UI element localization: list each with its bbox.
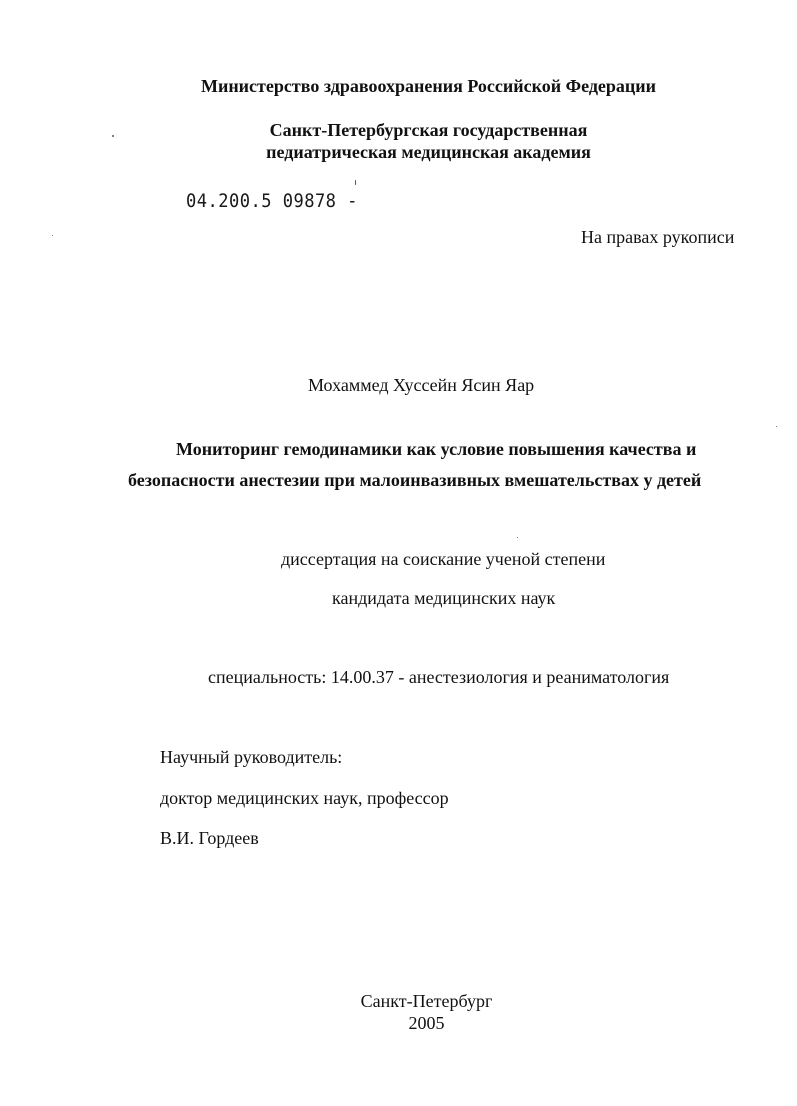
scan-speck	[517, 537, 518, 538]
dissertation-title-line2: безопасности анестезии при малоинвазивных вмешательствах у детей	[128, 470, 702, 490]
supervisor-label: Научный руководитель:	[160, 747, 343, 767]
registration-stamp-number: 04.200.5 09878 -	[186, 190, 358, 212]
author-name: Мохаммед Хуссейн Ясин Яар	[308, 375, 535, 395]
manuscript-note: На правах рукописи	[581, 227, 735, 247]
supervisor-name: В.И. Гордеев	[160, 828, 259, 848]
footer-city: Санкт-Петербург	[360, 991, 493, 1011]
degree-line1: диссертация на соискание ученой степени	[281, 549, 606, 569]
scan-speck	[355, 180, 356, 185]
scan-speck	[112, 135, 114, 137]
footer-year: 2005	[408, 1013, 445, 1033]
ministry-heading: Министерство здравоохранения Российской Федерации	[200, 76, 657, 96]
supervisor-degree: доктор медицинских наук, профессор	[160, 788, 449, 808]
academy-name-line1: Санкт-Петербургская государственная	[269, 120, 588, 140]
dissertation-title-line1: Мониторинг гемодинамики как условие повышения качества и	[176, 439, 697, 459]
scan-speck	[776, 426, 777, 427]
specialty: специальность: 14.00.37 - анестезиология и реаниматология	[208, 667, 670, 687]
scan-speck	[52, 235, 53, 236]
academy-name-line2: педиатрическая медицинская академия	[266, 142, 591, 162]
degree-line2: кандидата медицинских наук	[332, 588, 556, 608]
